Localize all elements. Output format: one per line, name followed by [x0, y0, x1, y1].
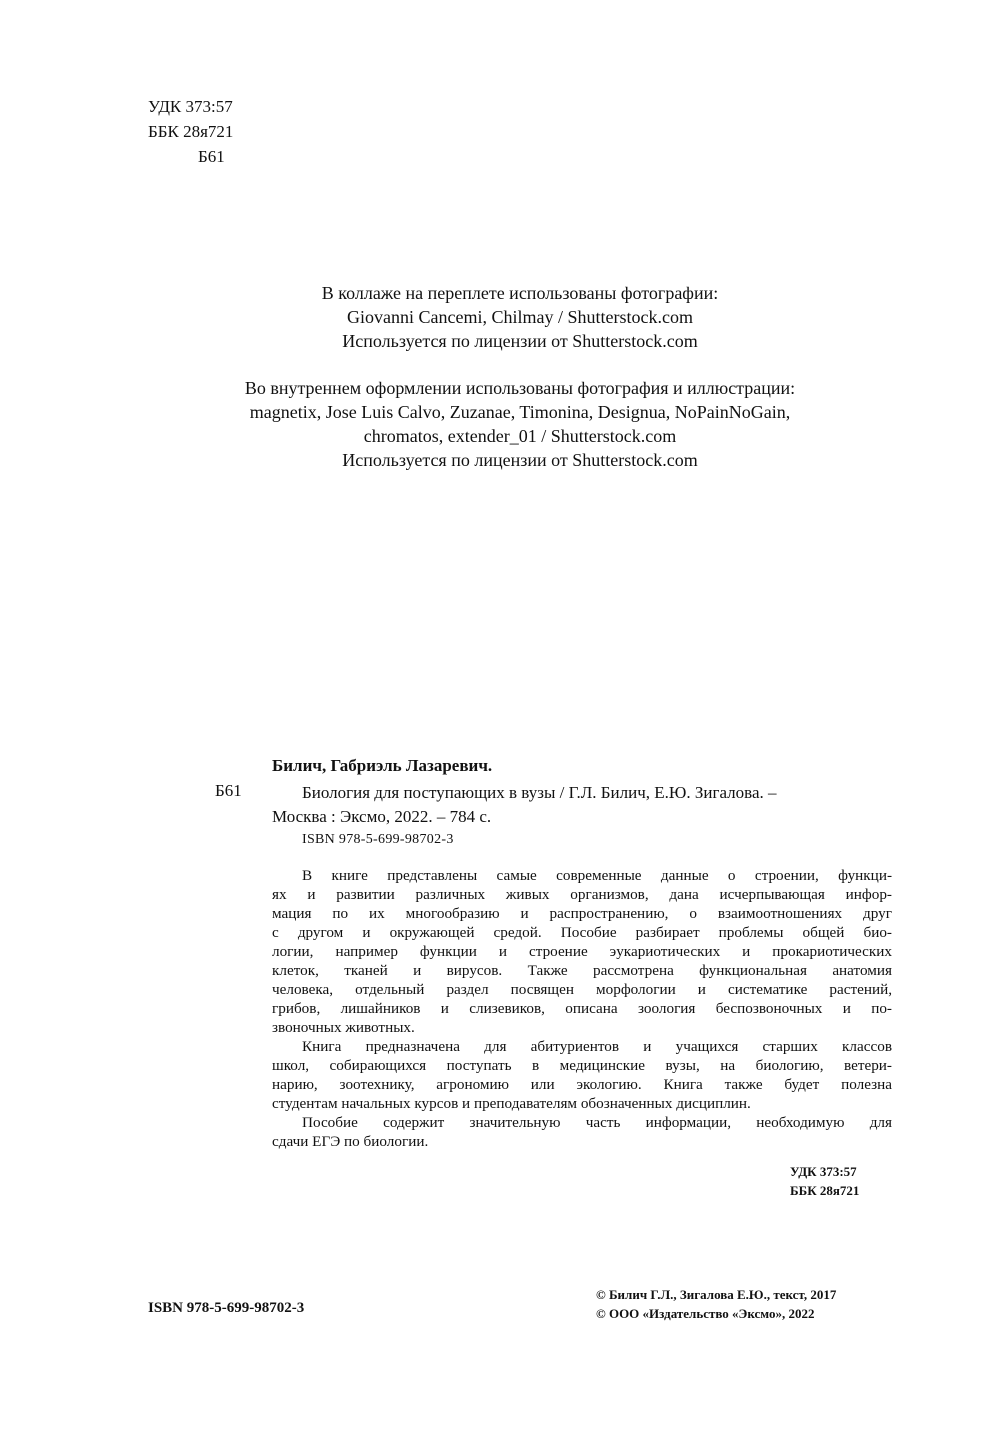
annotation — [272, 866, 892, 1151]
credits-line: Используется по лицензии от Shutterstock.com — [342, 450, 698, 470]
classification-bottom — [790, 1162, 890, 1200]
credits-line: chromatos, extender_01 / Shutterstock.com — [363, 426, 677, 446]
title-line: Биология для поступающих в вузы / Г.Л. Билич, Е.Ю. Зигалова. – — [302, 783, 777, 802]
annotation-line: Пособие содержит значительную часть информации, необходимую для — [302, 1114, 892, 1131]
annotation-line: школ, собирающихся поступать в медицинские вузы, на биологию, ветери- — [272, 1057, 892, 1074]
author-heading: Билич, Габриэль Лазаревич. — [272, 756, 493, 775]
annotation-line: сдачи ЕГЭ по биологии. — [272, 1133, 429, 1150]
annotation-line: клеток, тканей и вирусов. Также рассмотрена функциональная анатомия — [272, 962, 892, 979]
classification-codes — [148, 94, 233, 169]
copyright-line: © ООО «Издательство «Эксмо», 2022 — [596, 1306, 815, 1321]
bbk-code-bottom: ББК 28я721 — [790, 1183, 860, 1198]
publisher-line: Москва : Эксмо, 2022. – 784 с. — [272, 807, 492, 826]
annotation-line: звоночных животных. — [272, 1019, 415, 1036]
inner-illustration-credits — [0, 376, 987, 472]
annotation-line: В книге представлены самые современные данные о строении, функци- — [302, 867, 892, 884]
isbn-bottom: ISBN 978-5-699-98702-3 — [148, 1300, 305, 1316]
credits-line: Во внутреннем оформлении использованы фотография и иллюстрации: — [244, 378, 796, 398]
udk-code: УДК 373:57 — [148, 97, 233, 116]
annotation-line: грибов, лишайников и слизевиков, описана зоология беспозвоночных и по- — [272, 1000, 892, 1017]
credits-line: Giovanni Cancemi, Chilmay / Shutterstock.com — [347, 307, 693, 327]
annotation-line: с другом и окружающей средой. Пособие разбирает проблемы общей био- — [272, 924, 892, 941]
credits-line: Используется по лицензии от Shutterstock.com — [342, 331, 698, 351]
copyright-block — [596, 1285, 836, 1323]
biblio-author-mark: Б61 — [215, 781, 242, 800]
annotation-line: мация по их многообразию и распространению, о взаимоотношениях друг — [272, 905, 892, 922]
credits-line: magnetix, Jose Luis Calvo, Zuzanae, Timonina, Designua, NoPainNoGain, — [249, 402, 791, 422]
udk-code-bottom: УДК 373:57 — [790, 1164, 857, 1179]
annotation-line: студентам начальных курсов и преподавателям обозначенных дисциплин. — [272, 1095, 751, 1112]
annotation-line: Книга предназначена для абитуриентов и учащихся старших классов — [302, 1038, 892, 1055]
bibliographic-description — [272, 781, 892, 829]
author-mark: Б61 — [198, 147, 225, 166]
copyright-line: © Билич Г.Л., Зигалова Е.Ю., текст, 2017 — [596, 1287, 837, 1302]
cover-photo-credits — [0, 281, 987, 353]
bbk-code: ББК 28я721 — [148, 122, 234, 141]
annotation-line: человека, отдельный раздел посвящен морфологии и систематике растений, — [272, 981, 892, 998]
annotation-line: нарию, зоотехнику, агрономию или экологию. Книга также будет полезна — [272, 1076, 892, 1093]
isbn-inline: ISBN 978-5-699-98702-3 — [302, 832, 454, 847]
annotation-line: ях и развитии различных живых организмов, дана исчерпывающая инфор- — [272, 886, 892, 903]
credits-line: В коллаже на переплете использованы фотографии: — [321, 283, 719, 303]
annotation-line: логии, например функции и строение эукариотических и прокариотических — [272, 943, 892, 960]
